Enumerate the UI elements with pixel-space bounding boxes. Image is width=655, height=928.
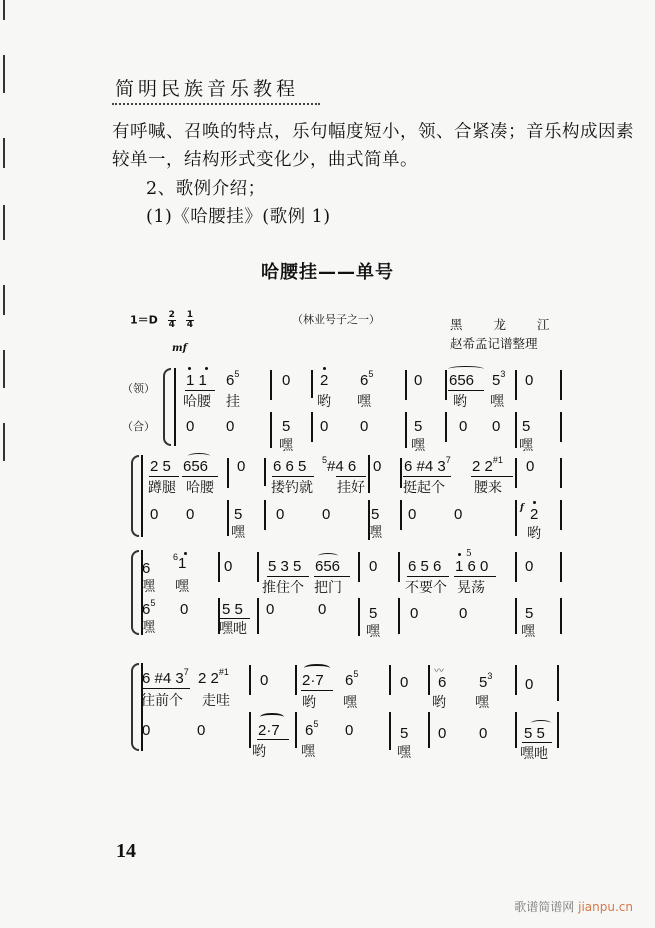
note-group: 2 2$^{\#1}$ (198, 667, 229, 687)
running-head: 简明民族音乐教程 (115, 78, 300, 100)
barline (557, 665, 559, 701)
note: 6 (142, 560, 151, 577)
barline (358, 598, 360, 636)
rest: 0 (237, 458, 246, 475)
barline (560, 598, 562, 634)
barline (270, 412, 272, 448)
lyric: 把门 (314, 580, 342, 596)
lyric: 哈腰 (186, 480, 214, 496)
binding-mark (3, 0, 5, 20)
barline (227, 458, 229, 488)
note-group: 656 (183, 458, 209, 475)
barline (405, 370, 407, 400)
rest: 0 (320, 418, 329, 435)
rest: 0 (186, 418, 195, 435)
barline (311, 412, 313, 442)
key-label: 1＝D (130, 313, 158, 327)
note: $6^5$ (226, 369, 240, 389)
rest: 0 (226, 418, 235, 435)
rest: 0 (282, 372, 291, 389)
rest: 0 (438, 725, 447, 742)
lyric: 哟 (527, 526, 541, 542)
barline (515, 552, 517, 582)
lyric: 搂钓就 (271, 480, 313, 496)
high-octave-dot (205, 367, 208, 370)
beam-underline (142, 688, 190, 689)
system-start-barline (141, 455, 143, 537)
barline (264, 458, 266, 486)
rest: 0 (410, 605, 419, 622)
note-group: 6 6 5 (273, 458, 307, 475)
barline (560, 370, 562, 400)
trill-mark: 〰 (434, 666, 442, 677)
barline (249, 665, 251, 695)
high-octave-dot (458, 553, 461, 556)
barline (257, 598, 259, 634)
note: $^6$1 (173, 552, 187, 572)
high-octave-dot (184, 552, 187, 555)
note-group: 2·7 (302, 672, 324, 689)
lyric: 腰来 (474, 480, 502, 496)
rest: 0 (260, 672, 269, 689)
note-group: 656 (449, 372, 475, 389)
rest: 0 (525, 676, 534, 693)
region-credit: 黑 龙 江 (450, 317, 552, 332)
lyric: 嘿 (475, 695, 489, 711)
note-group: 5 5 (222, 601, 243, 618)
watermark (514, 898, 633, 915)
lyric: 哈腰 (183, 394, 211, 410)
note-group: 1 1 (186, 372, 207, 389)
barline (515, 712, 517, 748)
key-signature (130, 311, 194, 330)
note: 5 (525, 605, 534, 622)
song-subtitle: （林业号子之一） (292, 313, 380, 326)
note-group: 2·7 (258, 722, 280, 739)
grace-note: 5 (466, 549, 472, 559)
lyric: 哟 (432, 695, 446, 711)
lyric: 嘿 (397, 745, 411, 761)
rest: 0 (369, 558, 378, 575)
lyric: 晃荡 (457, 580, 485, 596)
lyric: 嘿 (279, 438, 293, 454)
barline (560, 552, 562, 582)
barline (445, 412, 447, 442)
lyric: 挂 (226, 394, 240, 410)
note: $6^5$ (142, 598, 156, 618)
note: 5 (414, 418, 423, 435)
lyric: 推住个 (262, 580, 304, 596)
lyric: 不要个 (405, 580, 447, 596)
lyric: 嘿 (141, 579, 155, 595)
lyric: 挺起个 (403, 480, 445, 496)
barline (515, 412, 517, 448)
barline (257, 552, 259, 582)
barline (515, 370, 517, 400)
barline (368, 455, 370, 493)
example-heading: (1)《哈腰挂》(歌例 1) (146, 207, 331, 227)
system-brace (163, 368, 171, 446)
lyric: 嘿 (490, 394, 504, 410)
lyric: 往前个 (141, 693, 183, 709)
barline (389, 712, 391, 750)
rest: 0 (180, 601, 189, 618)
rest: 0 (459, 418, 468, 435)
lyric: 嘿 (519, 438, 533, 454)
rest: 0 (525, 558, 534, 575)
barline (227, 500, 229, 536)
binding-mark (3, 205, 5, 240)
binding-mark (3, 138, 5, 168)
barline (295, 712, 297, 748)
lyric: 嘿 (231, 525, 245, 541)
barline (428, 712, 430, 748)
lyric: 嘿 (141, 620, 155, 636)
lyric: 嘿 (343, 695, 357, 711)
barline (405, 412, 407, 448)
high-octave-dot (323, 367, 326, 370)
note-group: 5 5 (524, 725, 545, 742)
rest: 0 (360, 418, 369, 435)
lyric: 哟 (317, 394, 331, 410)
rest: 0 (400, 674, 409, 691)
lyric: 嘿 (175, 579, 189, 595)
barline (400, 458, 402, 488)
lyric: 嘿 (521, 624, 535, 640)
note: 5 (369, 605, 378, 622)
barline (557, 712, 559, 748)
barline (389, 665, 391, 695)
binding-mark (3, 350, 5, 388)
lyric: 哟 (252, 744, 266, 760)
barline (560, 500, 562, 530)
rest: 0 (479, 725, 488, 742)
rest: 0 (345, 722, 354, 739)
rest: 0 (373, 458, 382, 475)
tie-arrow (304, 664, 330, 672)
system-brace (131, 550, 139, 635)
lyric: 嘿吔 (520, 746, 548, 762)
body-paragraph-line-1: 有呼喊、召唤的特点，乐句幅度短小，领、合紧凑；音乐构成因素 (112, 122, 634, 142)
high-octave-dot (533, 501, 536, 504)
note: $6^5$ (345, 669, 359, 689)
note-group: 6 5 6 (408, 558, 442, 575)
tie-arrow (260, 713, 284, 721)
barline (218, 552, 220, 582)
barline (515, 665, 517, 695)
song-title: 哈腰挂——单号 (261, 262, 394, 283)
lyric: 嘿 (366, 624, 380, 640)
note-group: $^5$#4 6 (322, 455, 357, 475)
body-paragraph-line-2: 较单一，结构形式变化少，曲式简单。 (112, 150, 418, 170)
lyric: 挂好 (337, 480, 365, 496)
system-brace (131, 455, 139, 537)
beam-underline (257, 739, 289, 740)
system-brace (131, 663, 139, 751)
rest: 0 (525, 372, 534, 389)
rest: 0 (414, 372, 423, 389)
rest: 0 (150, 506, 159, 523)
note: 5 (400, 725, 409, 742)
barline (515, 598, 517, 634)
rest: 0 (459, 605, 468, 622)
watermark-cn: 歌谱简谱网 (514, 900, 575, 914)
lyric: 哟 (302, 695, 316, 711)
note: 2 (530, 506, 539, 523)
barline (264, 500, 266, 530)
beam-underline (301, 690, 333, 691)
rest: 0 (454, 506, 463, 523)
binding-mark (3, 423, 5, 461)
note: $6^5$ (360, 369, 374, 389)
lyric: 走哇 (202, 693, 230, 709)
rest: 0 (186, 506, 195, 523)
binding-mark (3, 55, 5, 93)
note: 6 (438, 674, 447, 691)
barline (270, 370, 272, 400)
note: 5 (282, 418, 291, 435)
dynamic-mf: mf (172, 343, 187, 354)
barline (249, 712, 251, 748)
rest: 0 (318, 601, 327, 618)
note: 5 (371, 506, 380, 523)
rest: 0 (276, 506, 285, 523)
note-group: 5 3 5 (268, 558, 302, 575)
note: $6^5$ (305, 719, 319, 739)
lyric: 哟 (453, 394, 467, 410)
rest: 0 (492, 418, 501, 435)
barline (515, 458, 517, 488)
rest: 0 (408, 506, 417, 523)
lyric: 嘿 (357, 394, 371, 410)
rest: 0 (197, 722, 206, 739)
barline (358, 552, 360, 582)
barline (398, 552, 400, 582)
high-octave-dot (188, 367, 191, 370)
lyric: 嘿吔 (219, 621, 247, 637)
barline (560, 412, 562, 442)
barline (428, 665, 430, 695)
note: 5 (234, 506, 243, 523)
barline (515, 500, 517, 536)
time-signature-1: $\frac{2}{4}$ (168, 310, 175, 330)
barline (398, 598, 400, 634)
system-start-barline (174, 368, 176, 446)
note-group: 656 (315, 558, 341, 575)
note: 5 (522, 418, 531, 435)
part-label-chorus: （合） (122, 420, 155, 433)
barline (445, 370, 447, 400)
barline (560, 458, 562, 488)
lyric: 嘿 (301, 744, 315, 760)
watermark-link[interactable]: jianpu.cn (578, 900, 633, 914)
note-group: 6 #4 $3^7$ (404, 455, 451, 475)
barline (295, 665, 297, 695)
header-rule (112, 103, 320, 105)
part-label-lead: （领） (122, 382, 155, 395)
note: $5^3$ (492, 369, 506, 389)
section-heading: 2、歌例介绍； (146, 179, 266, 199)
note: 2 (320, 372, 329, 389)
note-group: 6 #4 $3^7$ (142, 667, 189, 687)
note: $5^3$ (479, 671, 493, 691)
note-group: 2 5 (150, 458, 171, 475)
note-group: 1 6 0 (455, 558, 489, 575)
rest: 0 (224, 558, 233, 575)
rest: 0 (526, 458, 535, 475)
dynamic-f: f (520, 503, 524, 513)
barline (311, 370, 313, 398)
note-group: 2 2$^{\#1}$ (472, 455, 503, 475)
arranger-credit: 赵希孟记谱整理 (450, 336, 538, 351)
lyric: 嘿 (368, 525, 382, 541)
lyric: 蹲腿 (148, 480, 176, 496)
rest: 0 (142, 722, 151, 739)
lyric: 嘿 (411, 438, 425, 454)
time-signature-2: $\frac{1}{4}$ (186, 310, 194, 330)
rest: 0 (266, 601, 275, 618)
barline (400, 500, 402, 530)
binding-mark (3, 285, 5, 315)
page-number: 14 (116, 840, 136, 862)
rest: 0 (322, 506, 331, 523)
